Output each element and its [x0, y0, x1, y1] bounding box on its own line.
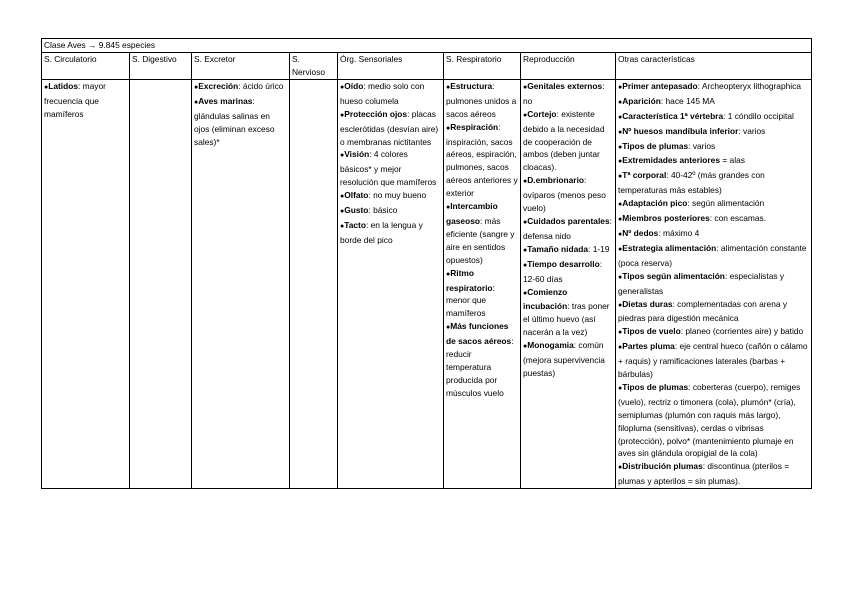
bullet-text: : inspiración, sacos aéreos, espiración, pulmones, sacos aéreos anteriores y exterior [446, 121, 518, 199]
bullet-item [618, 325, 809, 340]
header-excretor: S. Excretor [192, 52, 290, 79]
bullet-text: : común (mejora supervivencia puestas) [523, 340, 605, 378]
bullet-key: Comienzo incubación [523, 286, 568, 312]
header-reproduccion: Reproducción [521, 52, 616, 79]
bullet-item [618, 110, 809, 125]
bullet-item [340, 204, 441, 219]
bullet-item [523, 108, 613, 175]
header-circulatorio: S. Circulatorio [42, 52, 130, 79]
bullet-item [618, 212, 809, 227]
cell-reproduccion [521, 79, 616, 488]
bullet-text: : máximo 4 [658, 227, 700, 238]
bullet-item [340, 80, 441, 108]
bullet-key: Ritmo respiratorio [446, 267, 493, 293]
bullet-key: Estructura [450, 80, 493, 91]
bullet-item [618, 227, 809, 242]
bullet-text: : coberteras (cuerpo), remiges (vuelo), rectriz o timonera (cola), plumón* (cría), semiplumas (plumón con raquis más largo), filopluma (sensitivas), cerdas o vibrisas (protección), polvo* (mantenimiento plumaje en aves sin glándula oropigial de la cola) [618, 381, 801, 459]
bullet-item [446, 121, 518, 200]
bullet-text: : 4 colores básicos* y mejor resolución que mamíferos [340, 149, 437, 188]
bullet-text: : no muy bueno [368, 190, 427, 201]
bullet-text: : defensa nido [523, 215, 612, 241]
bullet-text: : placas esclerótidas (desvían aire) o membranas nictitantes [340, 108, 439, 147]
bullet-key: Cortejo [527, 108, 557, 119]
bullet-item [618, 80, 809, 95]
cell-excretor [192, 79, 290, 488]
header-digestivo: S. Digestivo [130, 52, 192, 79]
bullet-key: Monogamia [527, 340, 574, 351]
bullet-key: Partes pluma [622, 341, 675, 352]
bullet-key: Estrategia alimentación [622, 242, 717, 253]
bullet-key: Tipos de plumas [622, 381, 689, 392]
bullet-key: Primer antepasado [622, 80, 698, 91]
bullet-text: : glándulas salinas en ojos (eliminan exceso sales)* [194, 95, 275, 147]
bullet-text: : complementadas con arena y piedras para digestión mecánica [618, 298, 788, 324]
bullet-key: Tª corporal [622, 170, 667, 181]
document-page [41, 38, 811, 489]
bullet-key: Extremidades anteriores [622, 155, 720, 166]
bullet-item [618, 197, 809, 212]
bullet-text: : ácido úrico [238, 80, 284, 91]
cell-sensoriales [338, 79, 444, 488]
bullet-key: Tipos de vuelo [622, 326, 681, 337]
bullet-key: Tipos de plumas [622, 140, 689, 151]
bullet-key: Nº dedos [622, 227, 659, 238]
bullet-item [446, 267, 518, 321]
bullet-item [618, 298, 809, 326]
bullet-key: Dietas duras [622, 298, 673, 309]
bullet-key: Latidos [48, 80, 79, 91]
bullet-key: D.embrionario [527, 175, 585, 186]
bullet-key: Olfato [344, 190, 369, 201]
cell-digestivo [130, 79, 192, 488]
bullet-item [618, 140, 809, 155]
title-row [42, 39, 812, 53]
bullet-item [523, 80, 613, 108]
bullet-key: Respiración [450, 121, 499, 132]
bullet-text: : medio solo con hueso columela [340, 80, 425, 106]
bullet-item [618, 270, 809, 298]
bullet-item [523, 174, 613, 215]
content-row [42, 79, 812, 488]
bullet-text: : más eficiente (sangre y aire en sentidos opuestos) [446, 215, 515, 265]
bullet-item [194, 80, 287, 95]
bullet-item [618, 381, 809, 460]
header-otras: Otras características [616, 52, 812, 79]
bullet-item [618, 340, 809, 381]
bullet-item [446, 200, 518, 267]
bullet-item [618, 154, 809, 169]
bullet-text: : existente debido a la necesidad de cooperación de ambos (deben juntar cloacas). [523, 108, 605, 173]
bullet-text: : eje central hueco (cañón o cálamo + raquis) y ramificaciones laterales (barbas + bárbulas) [618, 341, 808, 380]
bullet-item [340, 219, 441, 247]
bullet-key: Aparición [622, 95, 661, 106]
bullet-key: Más funciones de sacos aéreos [446, 321, 512, 347]
bullet-item [523, 243, 613, 258]
bullet-key: Tacto [344, 219, 366, 230]
bullet-item [340, 189, 441, 204]
bullet-item [523, 258, 613, 286]
bullet-text: : con escamas. [709, 213, 767, 224]
bullet-key: Característica 1ª vértebra [622, 110, 724, 121]
bullet-text: : pulmones unidos a sacos aéreos [446, 80, 517, 119]
aves-table [41, 38, 812, 489]
bullet-item [523, 215, 613, 243]
bullet-item [446, 320, 518, 399]
bullet-text: : alimentación constante (poca reserva) [618, 242, 807, 268]
cell-otras [616, 79, 812, 488]
cell-nervioso [290, 79, 338, 488]
bullet-key: Protección ojos [344, 108, 408, 119]
bullet-text: : en la lengua y borde del pico [340, 219, 423, 245]
header-sensoriales: Órg. Sensoriales [338, 52, 444, 79]
bullet-key: Nº huesos mandíbula inferior [622, 125, 739, 136]
bullet-text: : discontinua (pterilos = plumas y apterilos = sin plumas). [618, 461, 790, 487]
bullet-key: Cuidados parentales [527, 215, 610, 226]
bullet-key: Tipos según alimentación [622, 270, 725, 281]
bullet-text: : planeo (corrientes aire) y batido [680, 326, 804, 337]
table-title: Clase Aves → 9.845 especies [42, 39, 812, 53]
bullet-key: Oído [344, 80, 364, 91]
cell-circulatorio [42, 79, 130, 488]
bullet-text: : hace 145 MA [660, 95, 715, 106]
bullet-item [44, 80, 127, 121]
bullet-key: Tamaño nidada [527, 243, 589, 254]
bullet-key: Tiempo desarrollo [527, 258, 600, 269]
bullet-text: : no [523, 80, 605, 106]
bullet-text: : varios [688, 140, 716, 151]
bullet-item [618, 169, 809, 197]
bullet-text: : reducir temperatura producida por músculos vuelo [446, 336, 514, 398]
bullet-item [340, 108, 441, 149]
bullet-key: Excreción [198, 80, 239, 91]
cell-respiratorio [444, 79, 521, 488]
bullet-item [618, 460, 809, 488]
bullet-item [340, 148, 441, 189]
bullet-text: : según alimentación [687, 198, 765, 209]
bullet-text: : básico [368, 205, 398, 216]
bullet-text: : varios [738, 125, 766, 136]
bullet-text: : 1-19 [588, 243, 610, 254]
bullet-text: : 40-42º (más grandes con temperaturas más estables) [618, 170, 765, 196]
bullet-key: Genitales externos [527, 80, 603, 91]
bullet-text: : ovíparos (menos peso vuelo) [523, 175, 606, 214]
bullet-text: : menor que mamíferos [446, 282, 495, 319]
bullet-text: : 12-60 días [523, 258, 603, 284]
bullet-item [523, 339, 613, 380]
bullet-item [618, 95, 809, 110]
bullet-key: Gusto [344, 205, 369, 216]
bullet-key: Miembros posteriores [622, 213, 710, 224]
bullet-text: : Archeopteryx lithographica [697, 80, 801, 91]
header-respiratorio: S. Respiratorio [444, 52, 521, 79]
bullet-item [446, 80, 518, 121]
bullet-text: : tras poner el último huevo (así nacerán a la vez) [523, 301, 610, 338]
bullet-item [618, 125, 809, 140]
bullet-key: Adaptación pico [622, 198, 688, 209]
bullet-text: = alas [720, 155, 745, 166]
bullet-item [194, 95, 287, 149]
bullet-key: Intercambio gaseoso [446, 201, 498, 226]
bullet-text: : 1 cóndilo occipital [723, 110, 794, 121]
bullet-key: Distribución plumas [622, 461, 703, 472]
bullet-item [618, 242, 809, 270]
header-nervioso: S. Nervioso [290, 52, 338, 79]
bullet-key: Visión [344, 149, 370, 160]
bullet-item [523, 286, 613, 340]
bullet-key: Aves marinas [198, 95, 253, 106]
bullet-text: : especialistas y generalistas [618, 270, 785, 296]
header-row [42, 52, 812, 79]
bullet-text: : mayor frecuencia que mamíferos [44, 80, 106, 119]
